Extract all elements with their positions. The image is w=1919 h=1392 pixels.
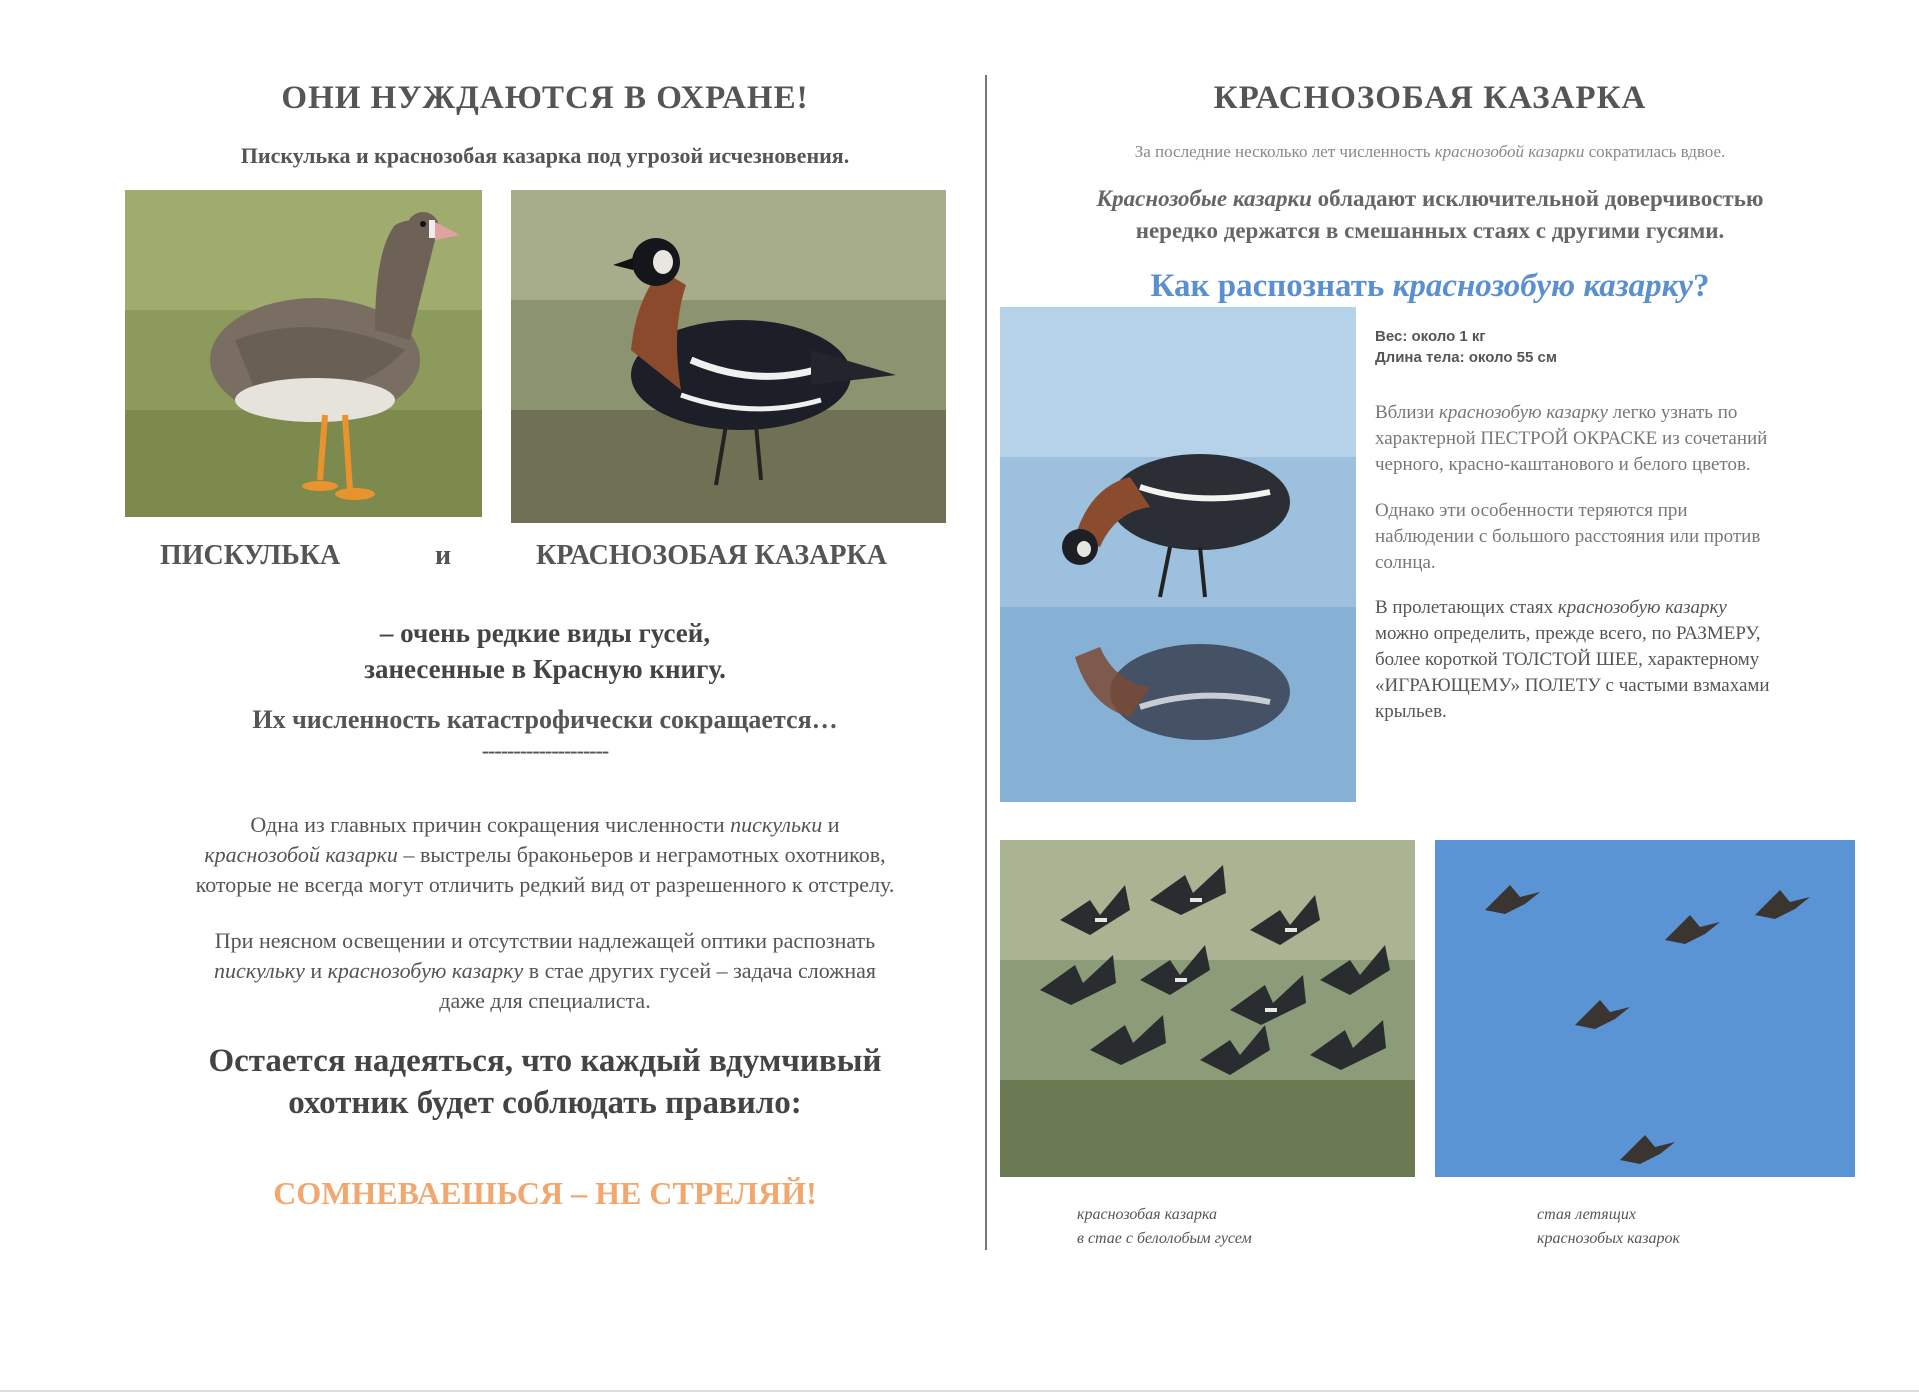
paragraph-poaching: [120, 810, 970, 900]
decline-text: Их численность катастрофически сокращается…: [252, 705, 838, 734]
rule-slogan: СОМНЕВАЕШЬСЯ – НЕ СТРЕЛЯЙ!: [273, 1175, 817, 1211]
rt3-text-a: В пролетающих стаях: [1375, 597, 1558, 618]
p2-text-a: При неясном освещении и отсутствии надлежащей оптики распознать: [214, 928, 876, 953]
left-photo-row: [125, 190, 965, 530]
rt3-text-b: можно определить, прежде всего, по РАЗМЕРУ,: [1375, 623, 1761, 644]
rt1-text-a: Вблизи: [1375, 402, 1439, 423]
caption-flying-flock: [1537, 1203, 1680, 1251]
rt1-text-d: черного, красно-каштанового и белого цветов.: [1375, 454, 1751, 475]
rt1-text-c: характерной ПЕСТРОЙ ОКРАСКЕ из сочетаний: [1375, 428, 1768, 449]
rt3-italic: краснозобую казарку: [1557, 597, 1727, 618]
rt1-italic: краснозобую казарку: [1438, 402, 1608, 423]
recognition-text-2: [1375, 498, 1855, 576]
caption-2-line-2: краснозобых казарок: [1537, 1230, 1680, 1247]
name-kazarka: КРАСНОЗОБАЯ КАЗАРКА: [536, 540, 888, 571]
p1-text-c: – выстрелы браконьеров и неграмотных охотников,: [397, 842, 886, 867]
trust-text: [1000, 183, 1860, 247]
rare-species-text: [120, 615, 970, 687]
recognition-text-3: [1375, 595, 1855, 725]
right-title: КРАСНОЗОБАЯ КАЗАРКА: [1213, 80, 1647, 116]
p2-italic-1: пискульку: [213, 958, 305, 983]
intro-italic: краснозобой казарки: [1434, 142, 1585, 161]
hope-text: [120, 1040, 970, 1124]
how-text-b: ?: [1692, 268, 1710, 304]
rt1-text-b: легко узнать по: [1607, 402, 1738, 423]
recognition-text-1: [1375, 400, 1855, 478]
left-title: ОНИ НУЖДАЮТСЯ В ОХРАНЕ!: [281, 80, 809, 116]
rare-line-2: занесенные в Красную книгу.: [364, 654, 726, 684]
photo-piskulka: [125, 190, 482, 517]
caption-1-line-2: в стае с белолобым гусем: [1077, 1230, 1252, 1247]
dashes-divider: --------------------: [481, 738, 609, 763]
p2-italic-2: краснозобую казарку: [327, 958, 524, 983]
rt2-text-c: солнца.: [1375, 552, 1436, 573]
p1-italic-2: краснозобой казарки: [204, 842, 398, 867]
rt2-text-a: Однако эти особенности теряются при: [1375, 500, 1688, 521]
how-to-recognize-heading: [1000, 268, 1860, 305]
specs-block: [1375, 326, 1855, 368]
p1-italic-1: пискульки: [730, 812, 823, 837]
left-subtitle: Пискулька и краснозобая казарка под угрозой исчезновения.: [240, 143, 850, 168]
photo-flying-flock: [1435, 840, 1855, 1177]
p1-text-b: и: [822, 812, 840, 837]
caption-2-line-1: стая летящих: [1537, 1206, 1636, 1223]
rt2-text-b: наблюдении с большого расстояния или против: [1375, 526, 1761, 547]
trust-text-a: обладают исключительной доверчивостью: [1311, 186, 1764, 211]
how-italic: краснозобую казарку: [1392, 268, 1693, 304]
trust-italic: Краснозобые казарки: [1096, 186, 1312, 211]
paragraph-recognition: [120, 926, 970, 1016]
hope-line-2: охотник будет соблюдать правило:: [288, 1085, 802, 1121]
species-names: [120, 540, 970, 580]
rare-line-1: – очень редкие виды гусей,: [379, 618, 711, 648]
name-and: и: [435, 540, 452, 571]
spec-weight: Вес: около 1 кг: [1375, 328, 1486, 345]
hope-line-1: Остается надеяться, что каждый вдумчивый: [208, 1043, 882, 1079]
photo-krasnozobaya-kazarka: [511, 190, 946, 523]
caption-1-line-1: краснозобая казарка: [1077, 1206, 1218, 1223]
right-intro: [1000, 142, 1860, 162]
how-text-a: Как распознать: [1150, 268, 1393, 304]
rt3-text-e: крыльев.: [1375, 701, 1447, 722]
name-piskulka: ПИСКУЛЬКА: [160, 540, 341, 571]
photo-goose-reflection: [1000, 307, 1356, 802]
rt3-text-c: более короткой ТОЛСТОЙ ШЕЕ, характерному: [1375, 649, 1760, 670]
intro-text-b: сократилась вдвое.: [1584, 142, 1726, 161]
intro-text-a: За последние несколько лет численность: [1134, 142, 1435, 161]
p2-text-c: в стае других гусей – задача сложная: [523, 958, 877, 983]
photo-mixed-flock: [1000, 840, 1415, 1177]
spec-length: Длина тела: около 55 см: [1375, 349, 1557, 366]
left-column: [120, 70, 970, 1211]
p1-text-a: Одна из главных причин сокращения численности: [250, 812, 731, 837]
column-divider: [985, 75, 987, 1250]
caption-mixed-flock: [1077, 1203, 1252, 1251]
p2-text-d: даже для специалиста.: [439, 988, 651, 1013]
rt3-text-d: «ИГРАЮЩЕМУ» ПОЛЕТУ с частыми взмахами: [1375, 675, 1770, 696]
trust-text-b: нередко держатся в смешанных стаях с другими гусями.: [1135, 218, 1725, 243]
p1-text-d: которые не всегда могут отличить редкий вид от разрешенного к отстрелу.: [195, 872, 895, 897]
p2-text-b: и: [304, 958, 328, 983]
